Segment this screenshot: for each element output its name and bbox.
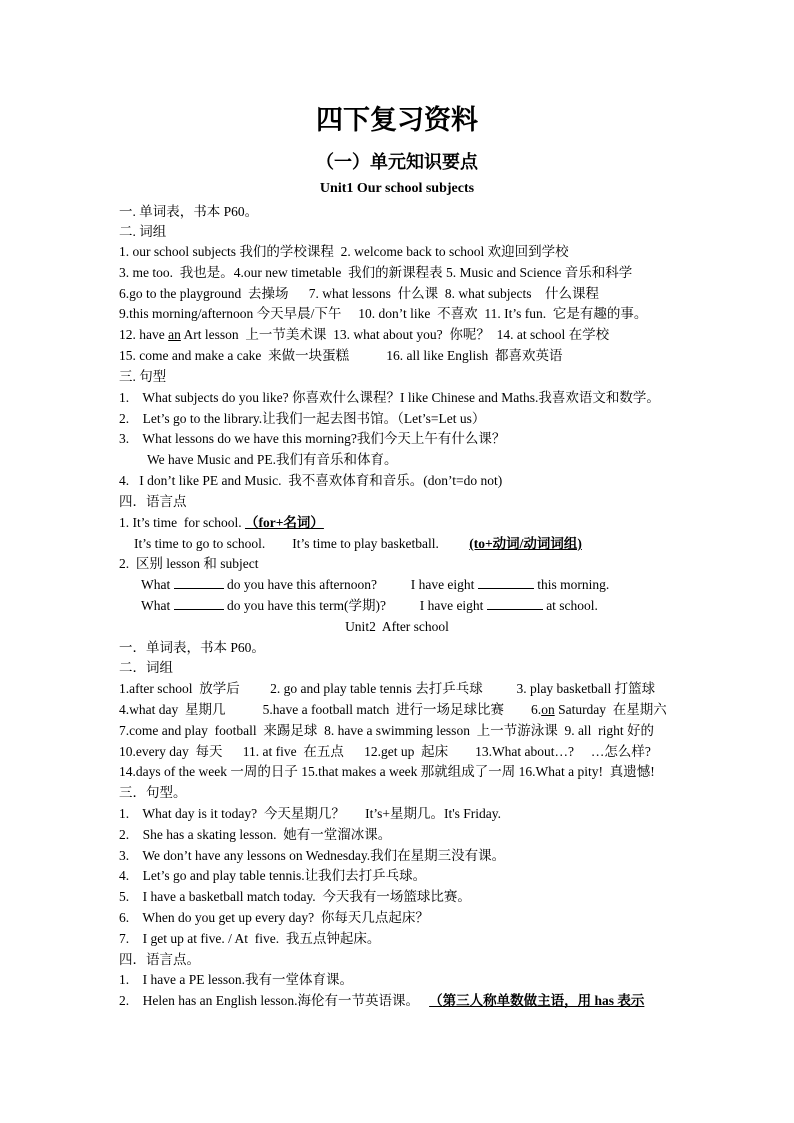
unit1-point [119,514,324,532]
unit1-sentence: 1. What subjects do you like? 你喜欢什么课程？I like Chinese and Maths.我喜欢语文和数学。 [119,390,660,405]
text-segment: this morning. [533,577,610,592]
unit1-sentence: 2. Let’s go to the library.让我们一起去图书馆。（Let’s=Let us） [119,411,486,426]
unit1-phrase-line: 3. me too. 我也是。4.our new timetable 我们的新课程表 5. Music and Science 音乐和科学 [119,265,633,280]
unit1-sentence: We have Music and PE.我们有音乐和体育。 [147,452,398,467]
unit1-fill-blank [141,597,598,615]
unit1-phrase-line: 6.go to the playground 去操场 7. what lessons 什么课 8. what subjects 什么课程 [119,286,599,301]
unit1-phrase-line [119,326,609,344]
unit1-phrase-line: 9.this morning/afternoon 今天早晨/下午 10. don’t like 不喜欢 11. It’s fun. 它是有趣的事。 [119,306,648,321]
grammar-note: （for+名词） [244,515,324,530]
unit2-point: 1. I have a PE lesson.我有一堂体育课。 [119,972,353,987]
underlined-word: on [541,702,555,717]
unit2-sentence: 7. I get up at five. / At five. 我五点钟起床。 [119,931,381,946]
unit1-fill-blank [141,576,609,594]
unit2-point [119,992,644,1010]
text-segment: 12. have [119,327,169,342]
unit2-sentence: 6. When do you get up every day? 你每天几点起床？ [119,910,429,925]
unit2-phrase-line: 14.days of the week 一周的日子 15.that makes a week 那就组成了一周 16.What a pity! 真遗憾! [119,764,655,779]
unit2-heading: Unit2 After school [345,619,449,634]
unit1-heading: Unit1 Our school subjects [319,181,475,196]
unit2-sentence: 3. We don’t have any lessons on Wednesday.我们在星期三没有课。 [119,848,506,863]
unit2-sentence: 4. Let’s go and play table tennis.让我们去打乒乓球。 [119,868,427,883]
unit2-phrase-line: 1.after school 放学后 2. go and play table tennis 去打乒乓球 3. play basketball 打篮球 [119,681,656,696]
text-segment: do you have this term(学期)? I have eight [223,598,487,613]
unit1-section-phrases: 二. 词组 [119,224,167,239]
unit2-phrase-line: 10.every day 每天 11. at five 在五点 12.get up 起床 13.What about…? …怎么样? [119,744,651,759]
page-title: 四下复习资料 [316,105,478,136]
text-segment: at school. [542,598,598,613]
unit2-sentence: 2. She has a skating lesson. 她有一堂溜冰课。 [119,827,392,842]
text-segment: What [141,577,174,592]
unit1-section-points: 四．语言点 [119,494,187,509]
unit1-point: 2. 区别 lesson 和 subject [119,556,259,571]
blank-line [487,597,543,610]
unit1-sentence: 3. What lessons do we have this morning?我们今天上午有什么课？ [119,431,506,446]
unit1-phrase-line: 15. come and make a cake 来做一块蛋糕 16. all like English 都喜欢英语 [119,348,563,363]
text-segment: do you have this afternoon? I have eight [223,577,478,592]
text-segment: 4.what day 星期几 5.have a football match 进行一场足球比赛 6. [119,702,542,717]
unit1-section-vocab: 一. 单词表，书本 P60。 [119,204,259,219]
unit1-point [134,535,582,553]
blank-line [174,576,224,589]
unit2-section-points: 四．语言点。 [119,952,200,967]
text-segment: What [141,598,174,613]
underlined-word: an [168,327,181,342]
unit1-section-sentences: 三. 句型 [119,369,167,384]
unit2-sentence: 5. I have a basketball match today. 今天我有一场篮球比赛。 [119,889,471,904]
text-segment: It’s time to go to school. It’s time to play basketball. [134,536,470,551]
text-segment: Art lesson 上一节美术课 13. what about you? 你呢？ 14. at school 在学校 [180,327,610,342]
unit2-phrase-line [119,701,667,719]
unit2-sentence: 1. What day is it today? 今天星期几？ It’s+星期几。It's Friday. [119,806,502,821]
grammar-note: (to+动词/动词词组) [469,536,582,551]
text-segment: 1. It’s time for school. [119,515,245,530]
blank-line [478,576,534,589]
page-subtitle: （一）单元知识要点 [316,152,478,173]
unit2-section-sentences: 三．句型。 [119,785,187,800]
unit2-section-vocab: 一．单词表，书本 P60。 [119,640,265,655]
blank-line [174,597,224,610]
unit2-section-phrases: 二．词组 [119,660,173,675]
grammar-note: （第三人称单数做主语，用 has 表示 [429,993,645,1008]
unit1-phrase-line: 1. our school subjects 我们的学校课程 2. welcome back to school 欢迎回到学校 [119,244,569,259]
text-segment: 2. Helen has an English lesson.海伦有一节英语课。 [119,993,430,1008]
text-segment: Saturday 在星期六 [554,702,667,717]
unit1-sentence: 4. I don’t like PE and Music. 我不喜欢体育和音乐。(don’t=do not) [119,473,503,488]
unit2-phrase-line: 7.come and play football 来踢足球 8. have a swimming lesson 上一节游泳课 9. all right 好的 [119,723,655,738]
